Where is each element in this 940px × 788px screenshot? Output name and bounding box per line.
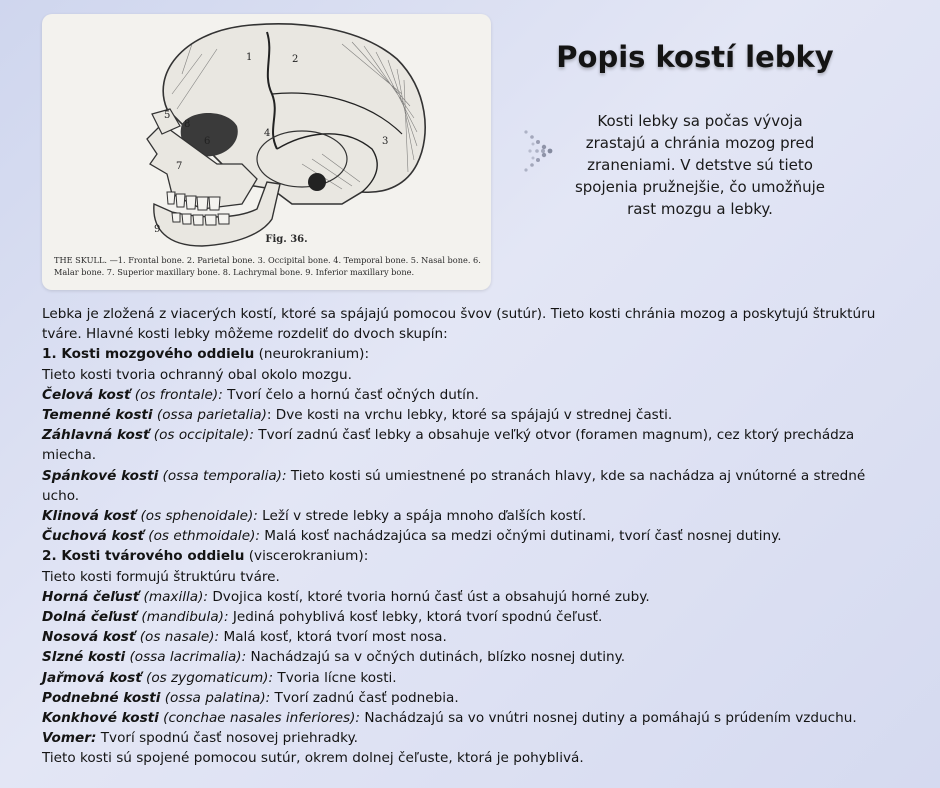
- label-4: 4: [264, 128, 271, 139]
- label-8: 8: [184, 119, 191, 130]
- group1-desc: Tieto kosti tvoria ochranný obal okolo mozgu.: [42, 366, 352, 383]
- bone-entry: Konkhové kosti (conchae nasales inferiores): Nachádzajú sa vo vnútri nosnej dutiny a pomáhajú s prúdením vzduchu.: [42, 710, 857, 727]
- group2-desc: Tieto kosti formujú štruktúru tváre.: [42, 568, 280, 585]
- intro-text: Kosti lebky sa počas vývoja zrastajú a chránia mozog pred zraneniami. V detstve sú tieto spojenia pružnejšie, čo umožňuje rast mozgu a lebky.: [574, 112, 826, 218]
- skull-drawing: [42, 14, 491, 254]
- label-6: 6: [204, 136, 211, 147]
- bone-entry: Vomer: Tvorí spodnú časť nosovej priehradky.: [42, 730, 358, 747]
- label-7: 7: [176, 161, 183, 172]
- skull-illustration: [42, 14, 491, 290]
- bone-entry: Dolná čeľusť (mandibula): Jediná pohyblivá kosť lebky, ktorá tvorí spodnú čeľusť.: [42, 609, 603, 626]
- label-3: 3: [382, 136, 389, 147]
- label-2: 2: [292, 54, 299, 65]
- body-closing: Tieto kosti sú spojené pomocou sutúr, okrem dolnej čeľuste, ktorá je pohyblivá.: [42, 750, 584, 767]
- group1-heading: 1. Kosti mozgového oddielu (neurokranium):: [42, 346, 370, 363]
- group2-heading: 2. Kosti tvárového oddielu (viscerokranium):: [42, 548, 369, 565]
- bone-entry: Záhlavná kosť (os occipitale): Tvorí zadnú časť lebky a obsahuje veľký otvor (foramen magnum), cez ktorý prechádza miecha.: [42, 427, 855, 464]
- page-title: Popis kostí lebky: [556, 40, 834, 74]
- chevron-right-icon: [520, 128, 562, 174]
- body-text: [42, 304, 902, 769]
- bone-entry: Spánkové kosti (ossa temporalia): Tieto kosti sú umiestnené po stranách hlavy, kde sa nachádza aj vnútorné a stredné ucho.: [42, 467, 866, 504]
- body-intro: Lebka je zložená z viacerých kostí, ktoré sa spájajú pomocou švov (sutúr). Tieto kosti chránia mozog a poskytujú štruktúru tváre. Hlavné kosti lebky môžeme rozdeliť do dvoch skupín:: [42, 306, 876, 343]
- bone-entry: Jařmová kosť (os zygomaticum): Tvoria lícne kosti.: [42, 669, 397, 686]
- bone-entry: Klinová kosť (os sphenoidale): Leží v strede lebky a spája mnoho ďalších kostí.: [42, 508, 587, 525]
- bone-entry: Čelová kosť (os frontale): Tvorí čelo a hornú časť očných dutín.: [42, 386, 479, 403]
- bone-entry: Slzné kosti (ossa lacrimalia): Nachádzajú sa v očných dutinách, blízko nosnej dutiny.: [42, 649, 626, 666]
- bone-entry: Nosová kosť (os nasale): Malá kosť, ktorá tvorí most nosa.: [42, 629, 447, 646]
- bone-entry: Temenné kosti (ossa parietalia): Dve kosti na vrchu lebky, ktoré sa spájajú v strednej časti.: [42, 407, 673, 424]
- label-1: 1: [246, 52, 253, 63]
- bone-entry: Horná čeľusť (maxilla): Dvojica kostí, ktoré tvoria hornú časť úst a obsahujú horné zuby.: [42, 588, 650, 605]
- bone-entry: Čuchová kosť (os ethmoidale): Malá kosť nachádzajúca sa medzi očnými dutinami, tvorí časť nosnej dutiny.: [42, 528, 782, 545]
- figure-number: Fig. 36.: [265, 234, 308, 245]
- bone-entry: Podnebné kosti (ossa palatina): Tvorí zadnú časť podnebia.: [42, 689, 459, 706]
- label-9: 9: [154, 224, 161, 235]
- figure-caption: THE SKULL. —1. Frontal bone. 2. Parietal bone. 3. Occipital bone. 4. Temporal bone. 5. Nasal bone. 6. Malar bone. 7. Superior maxillary bone. 8. Lachrymal bone. 9. Inferior maxillary bone.: [54, 255, 481, 277]
- label-5: 5: [164, 110, 171, 121]
